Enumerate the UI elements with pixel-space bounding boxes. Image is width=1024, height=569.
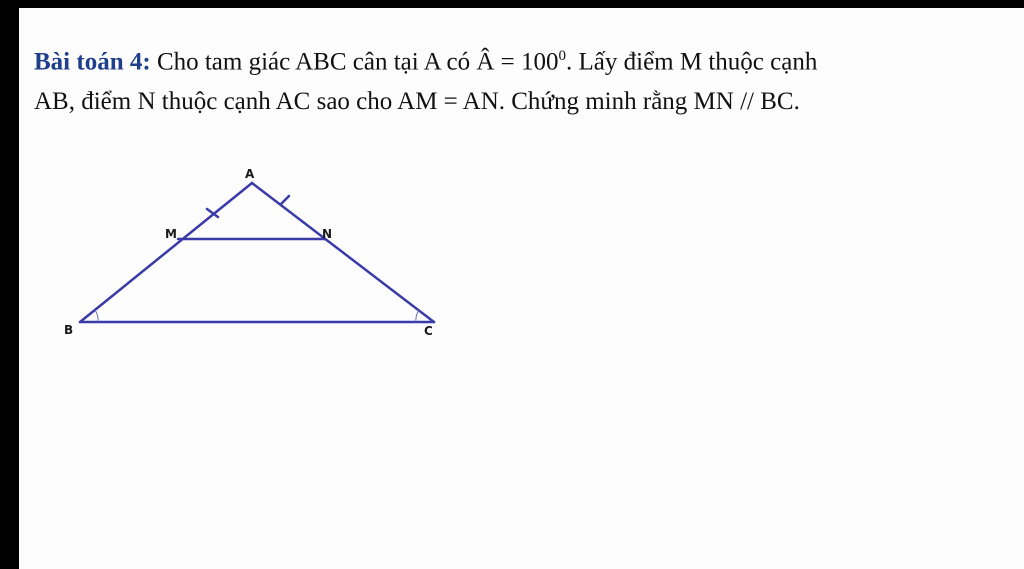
point-label-c: C [424,324,433,338]
side-ab [80,183,252,322]
angle-mark-b [95,310,98,322]
triangle-figure [19,8,1024,569]
point-label-n: N [322,227,333,241]
angle-mark-c [416,310,419,322]
angle-expression: Â = 100 [476,48,559,76]
angle-degree: 0 [558,48,566,64]
document-page [19,8,1024,569]
side-ac [252,183,434,322]
point-label-a: A [245,167,255,181]
problem-label: Bài toán 4: [34,48,151,76]
point-label-m: M [165,227,177,241]
problem-text-line1-end: . Lấy điểm M thuộc cạnh [566,48,818,76]
point-label-b: B [64,323,74,337]
problem-text-start: Cho tam giác ABC cân tại A có [150,48,477,76]
problem-text-line2: AB, điểm N thuộc cạnh AC sao cho AM = AN. Chứng minh rằng MN // BC. [34,88,800,116]
tick-an [281,196,289,204]
